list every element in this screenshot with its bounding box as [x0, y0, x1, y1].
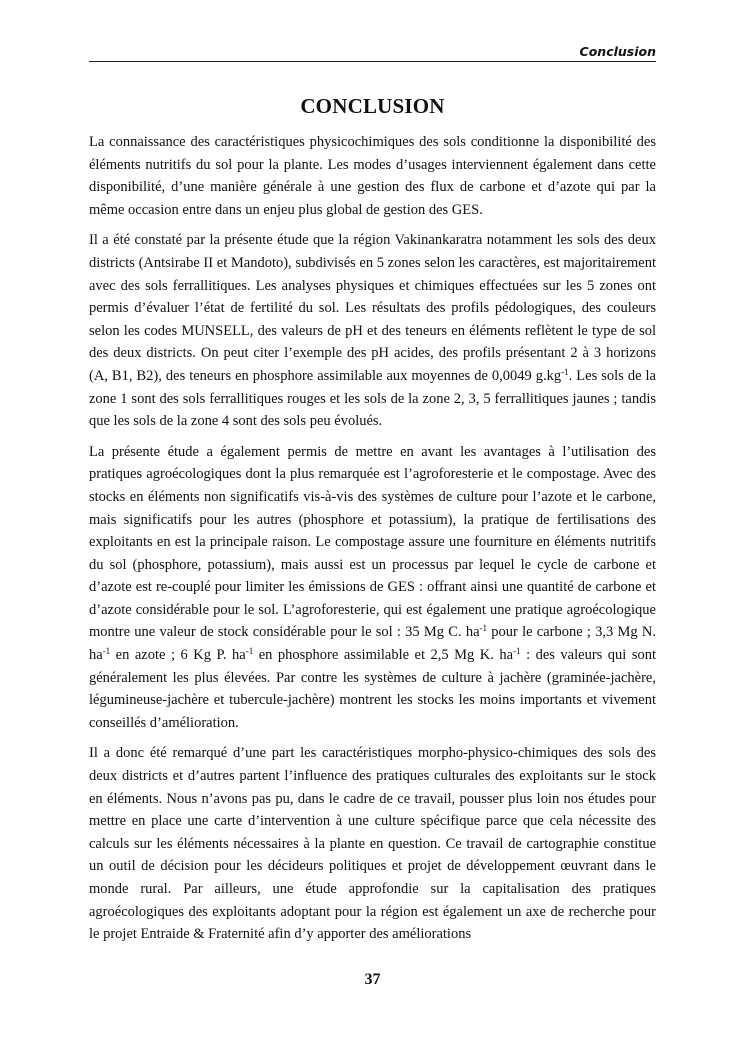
- superscript: -1: [479, 623, 488, 634]
- paragraph-1: [89, 131, 656, 221]
- text-run: La présente étude a également permis de mettre en avant les avantages à l’utilisation des pratiques agroécologiques dont la plus remarquée est l’agroforesterie et le compostage. Avec des stocks en éléments non significatifs vis-à-vis des systèmes de culture pour l’azote et le carbone, mais significatifs pour les autres (phosphore et potassium), la pratique de fertilisations des exploitants en est la principale raison. Le compostage assure une fourniture en éléments nutritifs du sol (phosphore, potassium), mais aussi est un processus par lequel le cycle de carbone et d’azote est re-couplé pour limiter les émissions de GES : offrant ainsi une quantité de carbone et d’azote considérable pour le sol. L’agroforesterie, qui est également une pratique agroécologique montre une valeur de stock considérable pour le sol : 35 Mg C. ha: [89, 443, 656, 641]
- running-header: Conclusion: [579, 44, 656, 59]
- text-run: : des valeurs qui sont généralement les plus élevées. Par contre les systèmes de culture à jachère (graminée-jachère, légumineuse-jachère et tubercule-jachère) montrent les stocks les moins importants et vivement conseillés d’amélioration.: [89, 647, 657, 731]
- paragraph-2: [89, 229, 656, 432]
- text-run: Il a été constaté par la présente étude que la région Vakinankaratra notamment les sols des deux districts (Antsirabe II et Mandoto), subdivisés en 5 zones selon les caractères, est majoritairement avec des sols ferrallitiques. Les analyses physiques et chimiques effectuées sur les 5 zones ont permis d’évaluer l’état de fertilité du sol. Les résultats des profils pédologiques, des couleurs selon les codes MUNSELL, des valeurs de pH et des teneurs en éléments reflètent le type de sol des deux districts. On peut citer l’exemple des pH acides, des profils présentant 2 à 3 horizons (A, B1, B2), des teneurs en phosphore assimilable aux moyennes de 0,0049 g.kg: [89, 232, 656, 384]
- body-text: [89, 131, 656, 954]
- text-run: Il a donc été remarqué d’une part les caractéristiques morpho-physico-chimiques des sols des deux districts et d’autres partent l’influence des pratiques culturales des exploitants sur le stock en éléments. Nous n’avons pas pu, dans le cadre de ce travail, pousser plus loin nos études pour mettre en place une carte d’intervention à une culture spécifique parce que cela nécessite des calculs sur les éléments nécessaires à la plante en question. Ce travail de cartographie constitue un outil de décision pour les décideurs politiques et projet de développement œuvrant dans le monde rural. Par ailleurs, une étude approfondie sur la capitalisation des pratiques agroécologiques des exploitants adoptant pour la région est également un axe de recherche pour le projet Entraide & Fraternité afin d’y apporter des améliorations: [89, 745, 656, 943]
- text-run: La connaissance des caractéristiques physicochimiques des sols conditionne la disponibilité des éléments nutritifs du sol pour la plante. Les modes d’usages interviennent également dans cette disponibilité, d’une manière générale à une gestion des flux de carbone et d’azote qui par la même occasion entre dans un enjeu plus global de gestion des GES.: [89, 134, 656, 218]
- paragraph-3: [89, 441, 656, 735]
- superscript: -1: [245, 646, 254, 657]
- page-number: 37: [364, 971, 381, 988]
- header-rule: [89, 61, 656, 62]
- superscript: -1: [513, 646, 521, 657]
- text-run: en azote ; 6 Kg P. ha: [110, 647, 246, 664]
- text-run: en phosphore assimilable et 2,5 Mg K. ha: [253, 647, 514, 664]
- superscript: -1: [561, 366, 569, 377]
- paragraph-4: [89, 742, 656, 945]
- page-title: CONCLUSION: [300, 94, 445, 118]
- text-run: . Les sols de la zone 1 sont des sols ferrallitiques rouges et les sols de la zone 2, 3, 5 ferrallitiques jaunes ; tandis que les sols de la zone 4 sont des sols peu évolués.: [89, 367, 656, 430]
- text-run: pour le carbone ; 3,3 Mg N. ha: [89, 624, 657, 664]
- superscript: -1: [102, 646, 111, 657]
